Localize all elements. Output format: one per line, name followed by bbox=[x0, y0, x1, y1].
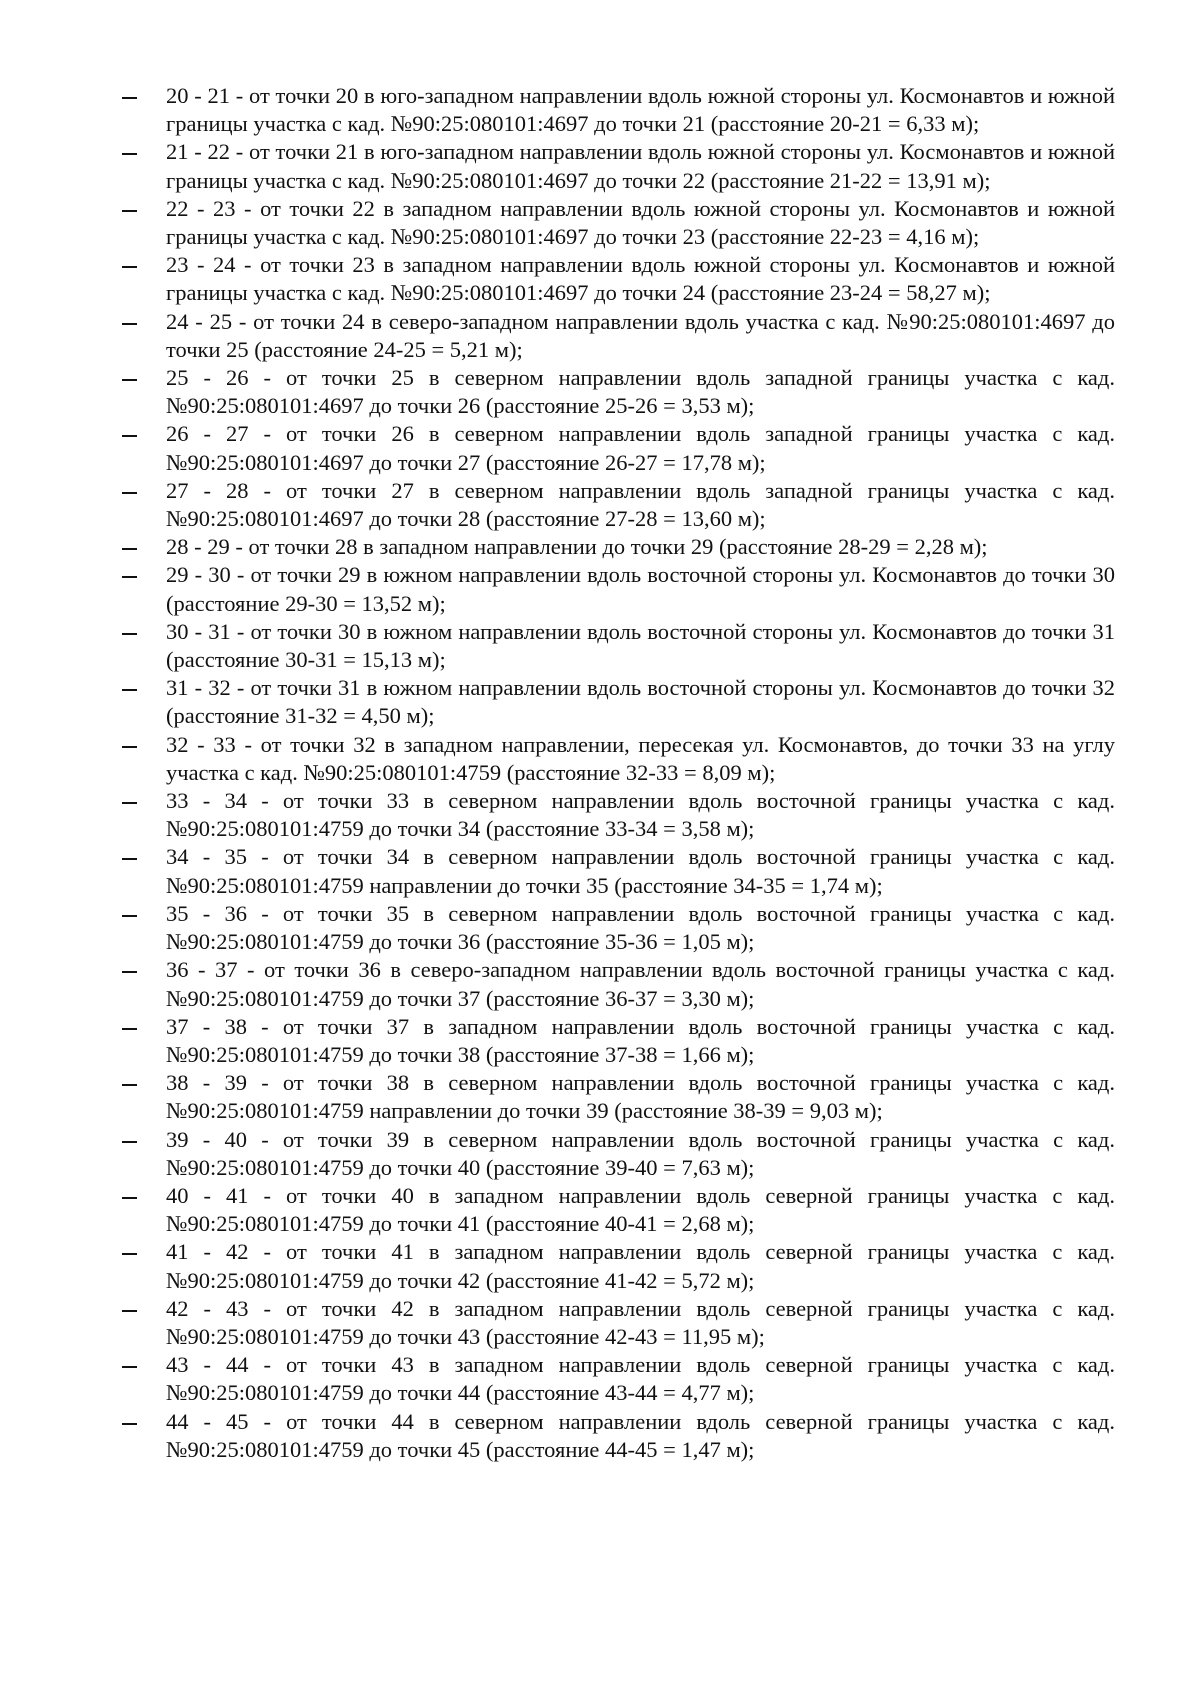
list-item-text: 40 - 41 - от точки 40 в западном направлении вдоль северной границы участка с кад. №90:25:080101:4759 до точки 41 (расстояние 40-41 = 2,68 м); bbox=[166, 1182, 1115, 1237]
list-item bbox=[120, 138, 1115, 194]
list-item-text: 44 - 45 - от точки 44 в северном направлении вдоль северной границы участка с кад. №90:25:080101:4759 до точки 45 (расстояние 44-45 = 1,47 м); bbox=[166, 1408, 1115, 1462]
list-item bbox=[120, 533, 1115, 561]
list-item-text: 42 - 43 - от точки 42 в западном направлении вдоль северной границы участка с кад. №90:25:080101:4759 до точки 43 (расстояние 42-43 = 11,95 м); bbox=[166, 1295, 1115, 1349]
list-item bbox=[120, 1408, 1115, 1464]
list-item bbox=[120, 1351, 1115, 1407]
list-item-text: 36 - 37 - от точки 36 в северо-западном направлении вдоль восточной границы участка с кад. №90:25:080101:4759 до точки 37 (расстояние 36-37 = 3,30 м); bbox=[166, 957, 1115, 1011]
list-item bbox=[120, 251, 1115, 307]
list-item-text: 34 - 35 - от точки 34 в северном направлении вдоль восточной границы участка с кад. №90:25:080101:4759 направлении до точки 35 (расстояние 34-35 = 1,74 м); bbox=[166, 844, 1115, 898]
list-item bbox=[120, 731, 1115, 787]
boundary-points-list bbox=[120, 82, 1115, 1464]
list-item bbox=[120, 843, 1115, 899]
list-item bbox=[120, 1238, 1115, 1294]
list-item-text: 37 - 38 - от точки 37 в западном направлении вдоль восточной границы участка с кад. №90:25:080101:4759 до точки 38 (расстояние 37-38 = 1,66 м); bbox=[166, 1013, 1115, 1067]
list-item-text: 24 - 25 - от точки 24 в северо-западном направлении вдоль участка с кад. №90:25:080101:4697 до точки 25 (расстояние 24-25 = 5,21 м); bbox=[166, 308, 1115, 362]
list-item bbox=[120, 1182, 1115, 1238]
list-item-text: 31 - 32 - от точки 31 в южном направлении вдоль восточной стороны ул. Космонавтов до точки 32 (расстояние 31-32 = 4,50 м); bbox=[166, 675, 1115, 729]
list-item bbox=[120, 618, 1115, 674]
list-item-text: 38 - 39 - от точки 38 в северном направлении вдоль восточной границы участка с кад. №90:25:080101:4759 направлении до точки 39 (расстояние 38-39 = 9,03 м); bbox=[166, 1070, 1115, 1124]
list-item bbox=[120, 561, 1115, 617]
list-item bbox=[120, 477, 1115, 533]
list-item-text: 41 - 42 - от точки 41 в западном направлении вдоль северной границы участка с кад. №90:25:080101:4759 до точки 42 (расстояние 41-42 = 5,72 м); bbox=[166, 1239, 1115, 1293]
list-item bbox=[120, 1295, 1115, 1351]
list-item bbox=[120, 308, 1115, 364]
list-item-text: 35 - 36 - от точки 35 в северном направлении вдоль восточной границы участка с кад. №90:25:080101:4759 до точки 36 (расстояние 35-36 = 1,05 м); bbox=[166, 900, 1115, 955]
list-item-text: 22 - 23 - от точки 22 в западном направлении вдоль южной стороны ул. Космонавтов и южной границы участка с кад. №90:25:080101:4697 до точки 23 (расстояние 22-23 = 4,16 м); bbox=[166, 195, 1115, 250]
list-item-text: 20 - 21 - от точки 20 в юго-западном направлении вдоль южной стороны ул. Космонавтов и южной границы участка с кад. №90:25:080101:4697 до точки 21 (расстояние 20-21 = 6,33 м); bbox=[166, 83, 1115, 137]
list-item-text: 33 - 34 - от точки 33 в северном направлении вдоль восточной границы участка с кад. №90:25:080101:4759 до точки 34 (расстояние 33-34 = 3,58 м); bbox=[166, 788, 1115, 842]
list-item-text: 21 - 22 - от точки 21 в юго-западном направлении вдоль южной стороны ул. Космонавтов и южной границы участка с кад. №90:25:080101:4697 до точки 22 (расстояние 21-22 = 13,91 м); bbox=[166, 139, 1115, 193]
list-item bbox=[120, 195, 1115, 251]
list-item-text: 39 - 40 - от точки 39 в северном направлении вдоль восточной границы участка с кад. №90:25:080101:4759 до точки 40 (расстояние 39-40 = 7,63 м); bbox=[166, 1126, 1115, 1180]
list-item bbox=[120, 1069, 1115, 1125]
list-item bbox=[120, 420, 1115, 476]
list-item-text: 26 - 27 - от точки 26 в северном направлении вдоль западной границы участка с кад. №90:25:080101:4697 до точки 27 (расстояние 26-27 = 17,78 м); bbox=[166, 421, 1115, 475]
list-item bbox=[120, 956, 1115, 1012]
list-item-text: 23 - 24 - от точки 23 в западном направлении вдоль южной стороны ул. Космонавтов и южной границы участка с кад. №90:25:080101:4697 до точки 24 (расстояние 23-24 = 58,27 м); bbox=[166, 252, 1115, 306]
list-item-text: 43 - 44 - от точки 43 в западном направлении вдоль северной границы участка с кад. №90:25:080101:4759 до точки 44 (расстояние 43-44 = 4,77 м); bbox=[166, 1352, 1115, 1406]
list-item-text: 32 - 33 - от точки 32 в западном направлении, пересекая ул. Космонавтов, до точки 33 на углу участка с кад. №90:25:080101:4759 (расстояние 32-33 = 8,09 м); bbox=[166, 731, 1115, 785]
list-item bbox=[120, 900, 1115, 956]
list-item bbox=[120, 364, 1115, 420]
list-item-text: 29 - 30 - от точки 29 в южном направлении вдоль восточной стороны ул. Космонавтов до точки 30 (расстояние 29-30 = 13,52 м); bbox=[166, 562, 1115, 616]
list-item-text: 25 - 26 - от точки 25 в северном направлении вдоль западной границы участка с кад. №90:25:080101:4697 до точки 26 (расстояние 25-26 = 3,53 м); bbox=[166, 365, 1115, 419]
list-item bbox=[120, 1013, 1115, 1069]
list-item-text: 30 - 31 - от точки 30 в южном направлении вдоль восточной стороны ул. Космонавтов до точки 31 (расстояние 30-31 = 15,13 м); bbox=[166, 618, 1115, 673]
list-item-text: 27 - 28 - от точки 27 в северном направлении вдоль западной границы участка с кад. №90:25:080101:4697 до точки 28 (расстояние 27-28 = 13,60 м); bbox=[166, 477, 1115, 532]
list-item bbox=[120, 1126, 1115, 1182]
list-item bbox=[120, 82, 1115, 138]
list-item bbox=[120, 674, 1115, 730]
list-item-text: 28 - 29 - от точки 28 в западном направлении до точки 29 (расстояние 28-29 = 2,28 м); bbox=[166, 534, 988, 560]
list-item bbox=[120, 787, 1115, 843]
